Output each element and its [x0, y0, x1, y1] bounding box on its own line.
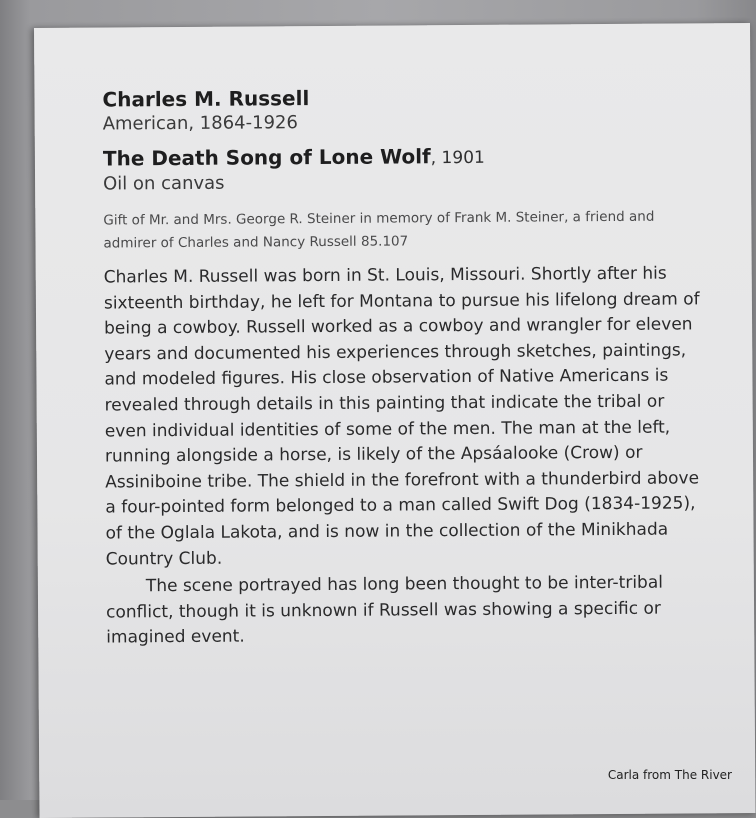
- description-paragraph-2: The scene portrayed has long been thought to be inter-tribal conflict, though it is unknown if Russell was showing a specific or imagined event.: [106, 572, 664, 648]
- artwork-medium: Oil on canvas: [103, 172, 225, 195]
- label-text-block: [102, 83, 706, 651]
- photo-watermark: Carla from The River: [607, 768, 732, 782]
- credit-line: Gift of Mr. and Mrs. George R. Steiner in memory of Frank M. Steiner, a friend and admirer of Charles and Nancy Russell 85.107: [103, 208, 655, 252]
- artist-nationality-dates: American, 1864-1926: [102, 112, 298, 135]
- artist-name: Charles M. Russell: [102, 86, 310, 112]
- description-paragraph-1: Charles M. Russell was born in St. Louis, Missouri. Shortly after his sixteenth birthday, he left for Montana to pursue his lifelong dream of being a cowboy. Russell worked as a cowboy and wrangler for eleven years and documented his experiences through sketches, paintings, and modeled figures. His close observation of Native Americans is revealed through details in this painting that indicate the tribal or even individual identities of some of the men. The man at the left, running alongside a horse, is likely of the Apsáalooke (Crow) or Assiniboine tribe. The shield in the forefront with a thunderbird above a four-pointed form belonged to a man called Swift Dog (1834-1925), of the Oglala Lakota, and is now in the collection of the Minikhada Country Club.: [103, 263, 700, 570]
- artwork-title-line: [103, 141, 703, 173]
- artwork-year: , 1901: [430, 147, 485, 169]
- museum-label-card: [34, 23, 755, 818]
- artwork-title: The Death Song of Lone Wolf: [102, 144, 431, 171]
